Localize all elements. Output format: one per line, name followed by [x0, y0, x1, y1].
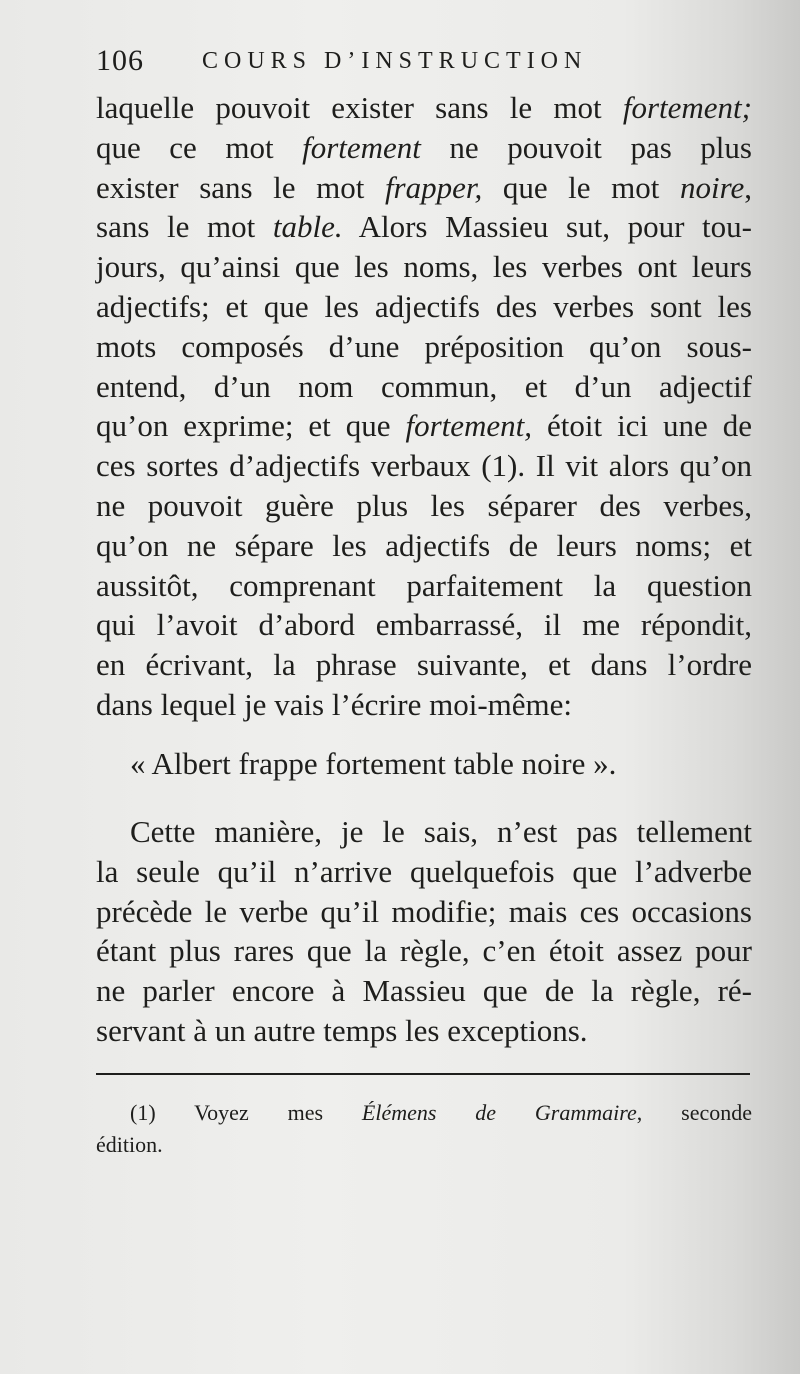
text-line: ne pouvoit guère plus les séparer des verbes,: [96, 487, 752, 523]
text-line: qu’on ne sépare les adjectifs de leurs noms; et: [96, 527, 752, 563]
text-line: Cette manière, je le sais, n’est pas tellement: [130, 814, 752, 849]
text-line: jours, qu’ainsi que les noms, les verbes ont leurs: [96, 249, 752, 285]
footnote-rule: [96, 1073, 750, 1075]
text-line: précède le verbe qu’il modifie; mais ces occasions: [96, 893, 752, 929]
text-line: qu’on exprime; et que fortement, étoit ici une de: [96, 408, 752, 444]
text-line: aussitôt, comprenant parfaitement la question: [96, 567, 752, 603]
page-number: 106: [96, 44, 144, 77]
text-line: laquelle pouvoit exister sans le mot fortement;: [96, 90, 752, 125]
text-line: étant plus rares que la règle, c’en étoit assez pour: [96, 933, 752, 969]
text-line: ces sortes d’adjectifs verbaux (1). Il vit alors qu’on: [96, 448, 752, 484]
running-head: COURS D’INSTRUCTION: [202, 48, 588, 74]
footnote-title: Élémens de Grammaire: [361, 1100, 637, 1125]
text-line: entend, d’un nom commun, et d’un adjectif: [96, 368, 752, 404]
text-line: servant à un autre temps les exceptions.: [96, 1012, 588, 1048]
footnote: [96, 1097, 752, 1161]
text-line: qui l’avoit d’abord embarrassé, il me répondit,: [96, 607, 752, 643]
footnote-line: (1) Voyez mes Élémens de Grammaire, seconde: [130, 1100, 753, 1125]
text-line: sans le mot table. Alors Massieu sut, pour tou-: [96, 209, 752, 245]
page-header: [96, 44, 756, 84]
text-line: dans lequel je vais l’écrire moi-même:: [96, 686, 573, 722]
text-line: que ce mot fortement ne pouvoit pas plus: [96, 129, 752, 165]
text-line: adjectifs; et que les adjectifs des verbes sont les: [96, 288, 752, 324]
second-paragraph: [96, 812, 752, 1051]
text-line: en écrivant, la phrase suivante, et dans l’ordre: [96, 647, 752, 683]
text-line: la seule qu’il n’arrive quelquefois que l’adverbe: [96, 853, 752, 889]
footnote-line: édition.: [96, 1132, 163, 1157]
text-line: exister sans le mot frapper, que le mot noire,: [96, 169, 752, 205]
quoted-sentence: « Albert frappe fortement table noire ».: [130, 746, 617, 781]
main-paragraph: [96, 88, 752, 725]
text-line: mots composés d’une préposition qu’on sous-: [96, 328, 752, 364]
text-line: ne parler encore à Massieu que de la règle, ré-: [96, 973, 752, 1009]
